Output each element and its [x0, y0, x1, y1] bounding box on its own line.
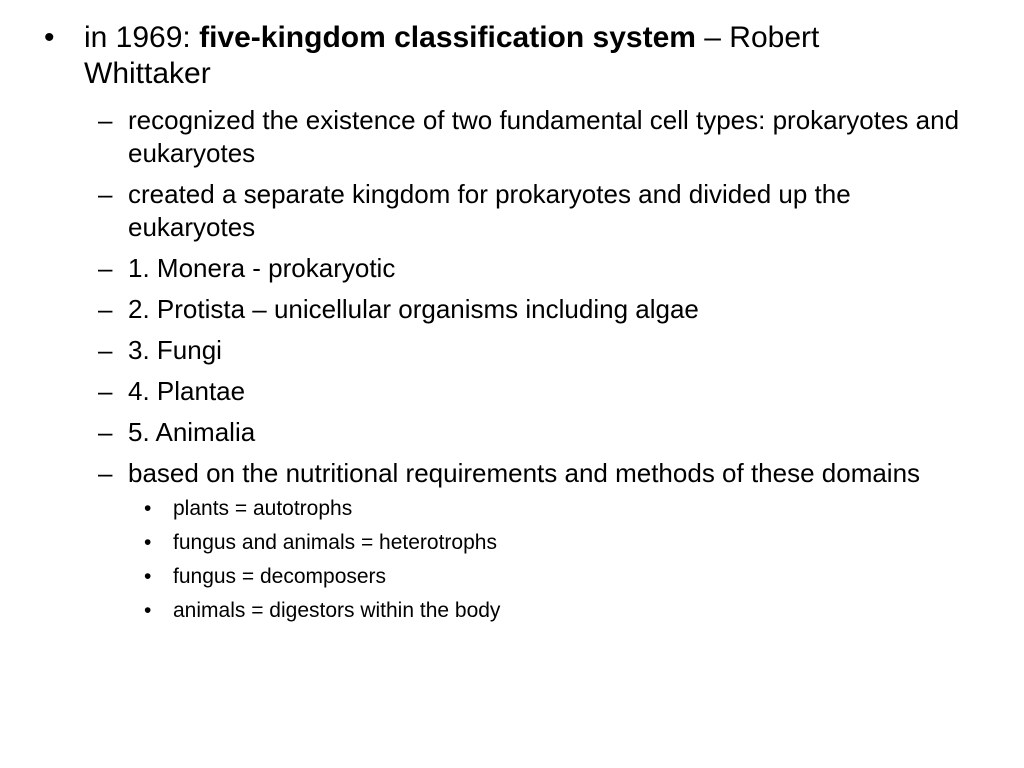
main-point-suffix: – Robert Whittaker — [84, 21, 820, 90]
dash-icon: – — [98, 294, 113, 324]
sub-sub-point-text: animals = digestors within the body — [173, 599, 501, 622]
bullet-icon: • — [144, 599, 152, 622]
sub-sub-point-list — [98, 496, 978, 624]
dash-icon: – — [98, 376, 113, 406]
sub-point-text: 4. Plantae — [128, 376, 246, 406]
sub-sub-point-item — [144, 564, 978, 590]
sub-point-item — [98, 375, 978, 408]
sub-point-item — [98, 334, 978, 367]
sub-point-item — [98, 293, 978, 326]
sub-sub-point-item — [144, 598, 978, 624]
sub-point-text: 2. Protista – unicellular organisms including algae — [128, 294, 699, 324]
bullet-icon: • — [144, 565, 152, 588]
dash-icon: – — [98, 417, 113, 447]
sub-point-item — [98, 178, 978, 244]
dash-icon: – — [98, 105, 113, 135]
sub-sub-point-item — [144, 530, 978, 556]
sub-sub-point-text: fungus = decomposers — [173, 565, 387, 588]
sub-point-text: based on the nutritional requirements and methods of these domains — [128, 458, 921, 488]
sub-point-list — [98, 104, 978, 632]
main-bullet-point — [44, 20, 944, 92]
sub-point-item — [98, 104, 978, 170]
sub-point-text: recognized the existence of two fundamental cell types: prokaryotes and eukaryotes — [128, 105, 960, 168]
sub-sub-point-text: plants = autotrophs — [173, 497, 353, 520]
bullet-icon: • — [44, 21, 55, 54]
dash-icon: – — [98, 253, 113, 283]
main-point-bold: five-kingdom classification system — [199, 21, 696, 54]
sub-point-item — [98, 457, 978, 624]
dash-icon: – — [98, 458, 113, 488]
sub-sub-point-text: fungus and animals = heterotrophs — [173, 531, 497, 554]
sub-point-item — [98, 416, 978, 449]
dash-icon: – — [98, 179, 113, 209]
sub-point-text: created a separate kingdom for prokaryotes and divided up the eukaryotes — [128, 179, 851, 242]
main-point-prefix: in 1969: — [84, 21, 200, 54]
sub-point-text: 3. Fungi — [128, 335, 222, 365]
bullet-icon: • — [144, 497, 152, 520]
bullet-icon: • — [144, 531, 152, 554]
dash-icon: – — [98, 335, 113, 365]
sub-sub-point-item — [144, 496, 978, 522]
sub-point-text: 1. Monera - prokaryotic — [128, 253, 396, 283]
main-point-text — [84, 20, 944, 92]
sub-point-text: 5. Animalia — [128, 417, 256, 447]
sub-point-item — [98, 252, 978, 285]
